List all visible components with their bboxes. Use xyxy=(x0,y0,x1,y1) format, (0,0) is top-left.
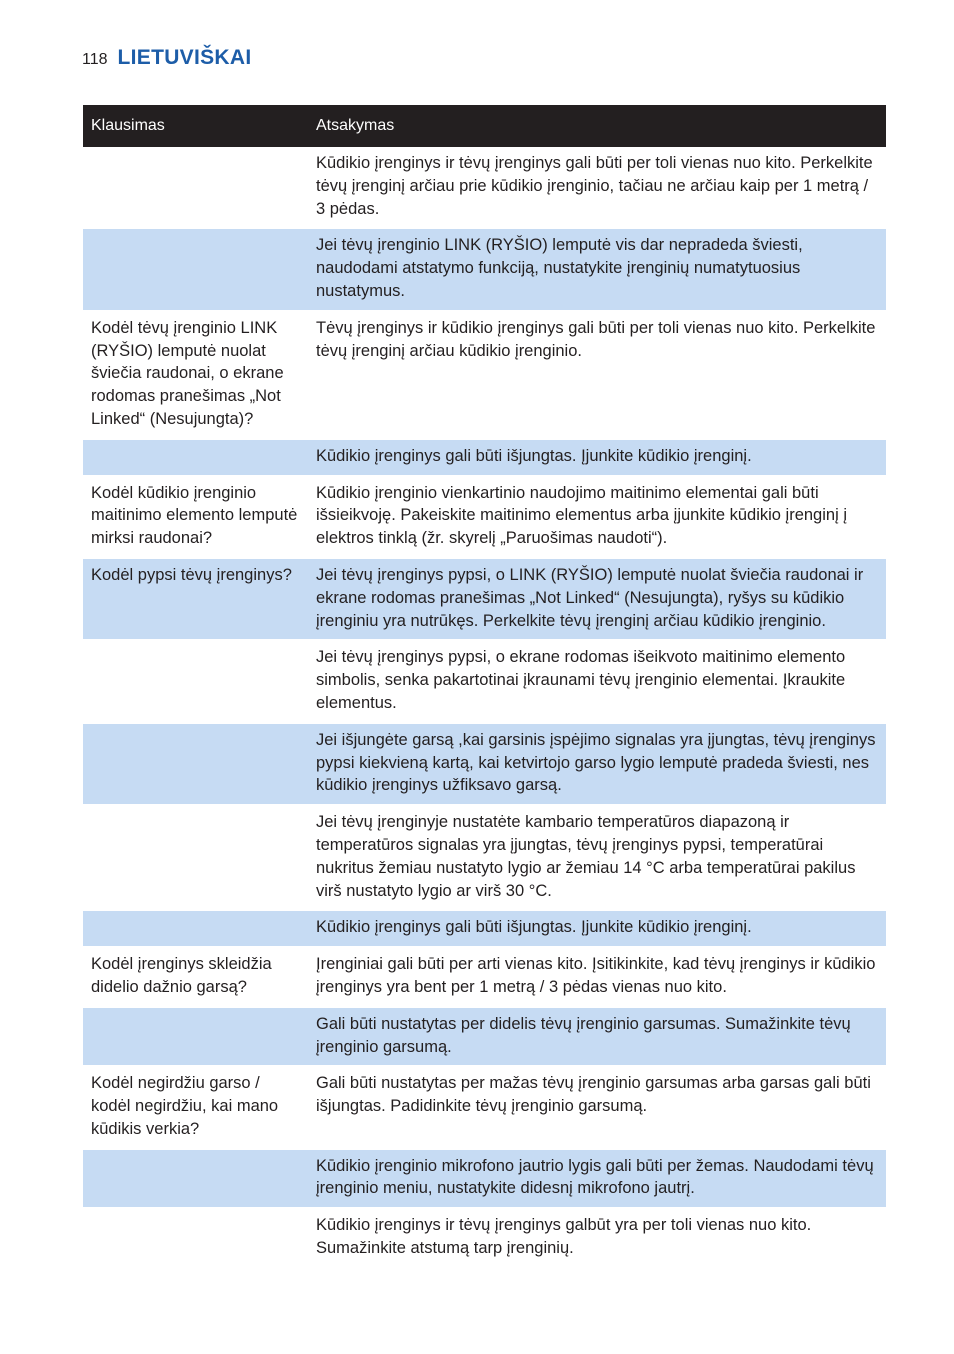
question-cell xyxy=(83,910,308,947)
faq-table xyxy=(83,105,886,1269)
answer-cell: Kūdikio įrenginys gali būti išjungtas. Įjunkite kūdikio įrenginį. xyxy=(308,910,886,947)
question-cell xyxy=(83,723,308,805)
table-row xyxy=(83,147,886,228)
answer-cell: Jei tėvų įrenginyje nustatėte kambario temperatūros diapazoną ir temperatūros signalas yra įjungtas, tėvų įrenginys pypsi, temperatūrai nukritus žemiau nustatyto lygio ar žemiau 14 °C arba temperatūrai pakilus virš nustatyto lygio ar virš 30 °C. xyxy=(308,805,886,910)
table-row xyxy=(83,723,886,805)
table-row xyxy=(83,1007,886,1067)
table-row xyxy=(83,1066,886,1148)
page-number: 118 xyxy=(82,51,108,68)
table-row xyxy=(83,910,886,947)
table-row xyxy=(83,311,886,439)
table-row xyxy=(83,640,886,722)
answer-cell: Kūdikio įrenginys gali būti išjungtas. Įjunkite kūdikio įrenginį. xyxy=(308,439,886,476)
table-header-row xyxy=(83,105,886,147)
answer-cell: Kūdikio įrenginys ir tėvų įrenginys gali būti per toli vienas nuo kito. Perkelkite tėvų įrenginį arčiau prie kūdikio įrenginio, tačiau ne arčiau kaip per 1 metrą / 3 pėdas. xyxy=(308,147,886,228)
faq-body xyxy=(83,147,886,1268)
question-cell xyxy=(83,1149,308,1209)
language-title: LIETUVIŠKAI xyxy=(117,46,252,69)
question-cell: Kodėl įrenginys skleidžia didelio dažnio garsą? xyxy=(83,947,308,1007)
question-cell xyxy=(83,1007,308,1067)
page-header xyxy=(82,46,252,76)
answer-cell: Gali būti nustatytas per mažas tėvų įrenginio garsumas arba garsas gali būti išjungtas. Padidinkite tėvų įrenginio garsumą. xyxy=(308,1066,886,1148)
answer-cell: Kūdikio įrenginio mikrofono jautrio lygis gali būti per žemas. Naudodami tėvų įrenginio meniu, nustatykite didesnį mikrofono jautrį. xyxy=(308,1149,886,1209)
table-row xyxy=(83,805,886,910)
table-row xyxy=(83,1208,886,1268)
question-cell: Kodėl tėvų įrenginio LINK (RYŠIO) lemputė nuolat šviečia raudonai, o ekrane rodomas pranešimas „Not Linked“ (Nesujungta)? xyxy=(83,311,308,439)
answer-cell: Jei tėvų įrenginio LINK (RYŠIO) lemputė vis dar nepradeda šviesti, naudodami atstatymo funkciją, nustatykite įrenginių numatytuosius nustatymus. xyxy=(308,228,886,310)
answer-cell: Jei tėvų įrenginys pypsi, o ekrane rodomas išeikvoto maitinimo elemento simbolis, senka pakartotinai įkraunami tėvų įrenginio elementai. Įkraukite elementus. xyxy=(308,640,886,722)
table-row xyxy=(83,439,886,476)
question-cell xyxy=(83,805,308,910)
question-cell: Kodėl kūdikio įrenginio maitinimo elemento lemputė mirksi raudonai? xyxy=(83,476,308,558)
question-cell xyxy=(83,439,308,476)
table-row xyxy=(83,1149,886,1209)
table-row xyxy=(83,558,886,640)
answer-cell: Jei tėvų įrenginys pypsi, o LINK (RYŠIO) lemputė nuolat šviečia raudonai ir ekrane rodomas pranešimas „Not Linked“ (Nesujungta), ryšys su kūdikio įrenginiu yra nutrūkęs. Perkelkite tėvų įrenginį arčiau kūdikio įrenginio. xyxy=(308,558,886,640)
question-cell xyxy=(83,640,308,722)
column-header-answer: Atsakymas xyxy=(308,105,886,147)
answer-cell: Jei išjungėte garsą ,kai garsinis įspėjimo signalas yra įjungtas, tėvų įrenginys pypsi kiekvieną kartą, kai ketvirtojo garso lygio lemputė pradeda šviesti, nes kūdikio įrenginys užfiksavo garsą. xyxy=(308,723,886,805)
question-cell: Kodėl pypsi tėvų įrenginys? xyxy=(83,558,308,640)
table-row xyxy=(83,476,886,558)
question-cell: Kodėl negirdžiu garso / kodėl negirdžiu, kai mano kūdikis verkia? xyxy=(83,1066,308,1148)
question-cell xyxy=(83,147,308,228)
answer-cell: Tėvų įrenginys ir kūdikio įrenginys gali būti per toli vienas nuo kito. Perkelkite tėvų įrenginį arčiau kūdikio įrenginio. xyxy=(308,311,886,439)
table-row xyxy=(83,947,886,1007)
question-cell xyxy=(83,228,308,310)
answer-cell: Kūdikio įrenginio vienkartinio naudojimo maitinimo elementai gali būti išsieikvoję. Pakeiskite maitinimo elementus arba įjunkite kūdikio įrenginį į elektros tinklą (žr. skyrelį „Paruošimas naudoti“). xyxy=(308,476,886,558)
answer-cell: Kūdikio įrenginys ir tėvų įrenginys galbūt yra per toli vienas nuo kito. Sumažinkite atstumą tarp įrenginių. xyxy=(308,1208,886,1268)
answer-cell: Gali būti nustatytas per didelis tėvų įrenginio garsumas. Sumažinkite tėvų įrenginio garsumą. xyxy=(308,1007,886,1067)
table-row xyxy=(83,228,886,310)
column-header-question: Klausimas xyxy=(83,105,308,147)
question-cell xyxy=(83,1208,308,1268)
answer-cell: Įrenginiai gali būti per arti vienas kito. Įsitikinkite, kad tėvų įrenginys ir kūdikio įrenginys yra bent per 1 metrą / 3 pėdas vienas nuo kito. xyxy=(308,947,886,1007)
